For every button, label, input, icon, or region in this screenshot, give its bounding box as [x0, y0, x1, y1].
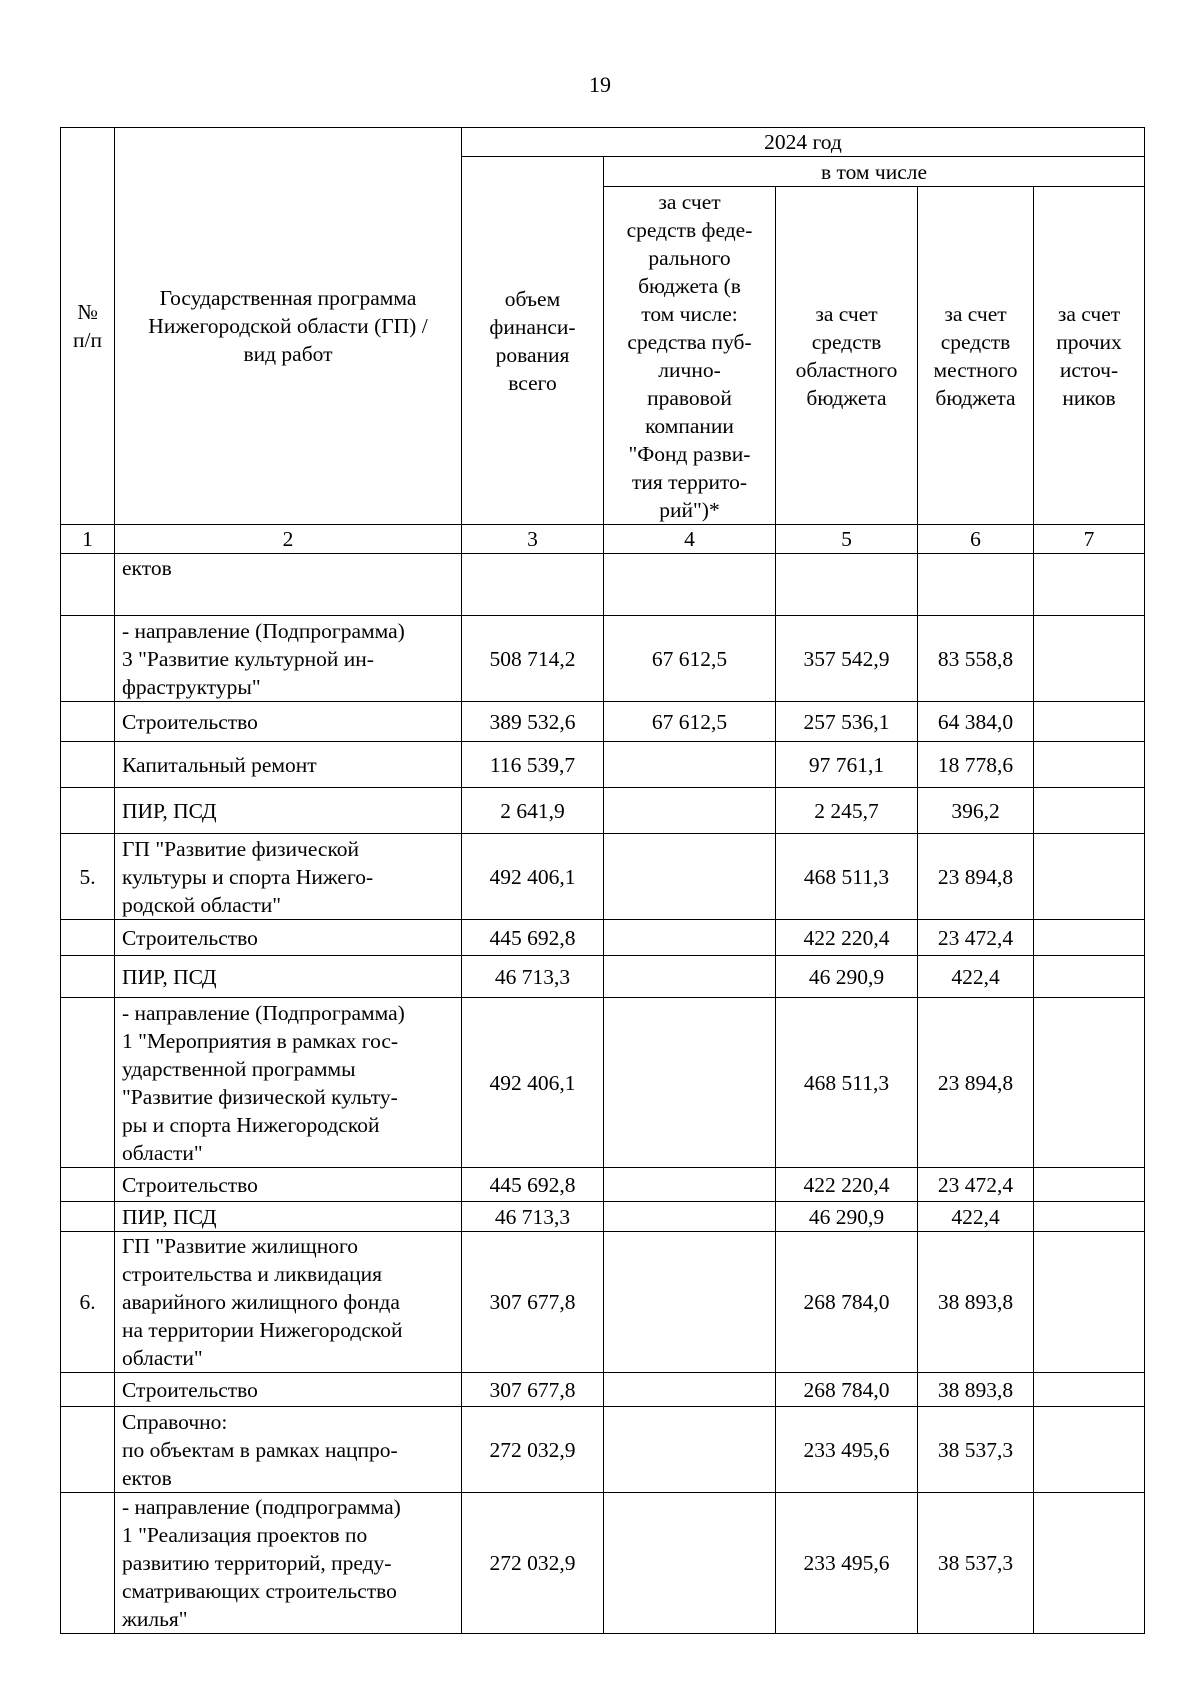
row-total: 2 641,9	[462, 788, 604, 834]
table-row	[61, 956, 1145, 998]
row-number	[61, 702, 115, 742]
row-regional: 422 220,4	[776, 1168, 918, 1202]
row-name: Строительство	[115, 702, 462, 742]
table-row	[61, 1493, 1145, 1634]
row-federal	[604, 1373, 776, 1407]
row-total: 307 677,8	[462, 1373, 604, 1407]
table-row	[61, 1232, 1145, 1373]
row-number	[61, 1493, 115, 1634]
row-regional: 46 290,9	[776, 1202, 918, 1232]
row-number	[61, 1202, 115, 1232]
header-num: № п/п	[61, 128, 115, 525]
table-row	[61, 1407, 1145, 1493]
row-name: Справочно: по объектам в рамках нацпро- ектов	[115, 1407, 462, 1493]
row-total: 46 713,3	[462, 956, 604, 998]
row-other	[1034, 920, 1145, 956]
header-including: в том числе	[604, 157, 1145, 187]
row-local: 18 778,6	[918, 742, 1034, 788]
row-regional: 233 495,6	[776, 1493, 918, 1634]
row-other	[1034, 834, 1145, 920]
row-other	[1034, 702, 1145, 742]
row-federal	[604, 1202, 776, 1232]
row-local: 23 472,4	[918, 1168, 1034, 1202]
row-total: 46 713,3	[462, 1202, 604, 1232]
row-name: ПИР, ПСД	[115, 1202, 462, 1232]
header-total: объем финанси- рования всего	[462, 157, 604, 525]
row-local: 23 894,8	[918, 998, 1034, 1168]
table-row	[61, 788, 1145, 834]
table-row	[61, 1168, 1145, 1202]
row-local	[918, 554, 1034, 616]
row-federal	[604, 554, 776, 616]
row-federal	[604, 1407, 776, 1493]
row-other	[1034, 1202, 1145, 1232]
row-number	[61, 1373, 115, 1407]
row-other	[1034, 998, 1145, 1168]
row-total	[462, 554, 604, 616]
row-total: 272 032,9	[462, 1493, 604, 1634]
row-federal	[604, 998, 776, 1168]
row-regional: 233 495,6	[776, 1407, 918, 1493]
row-name: ГП "Развитие физической культуры и спорта Нижего- родской области"	[115, 834, 462, 920]
header-regional: за счет средств областного бюджета	[776, 187, 918, 525]
table-row	[61, 920, 1145, 956]
page-number: 19	[589, 72, 611, 97]
row-name: - направление (Подпрограмма) 1 "Мероприятия в рамках гос- ударственной программы "Развитие физической культу- ры и спорта Нижегородской области"	[115, 998, 462, 1168]
row-total: 492 406,1	[462, 998, 604, 1168]
row-other	[1034, 1407, 1145, 1493]
row-total: 445 692,8	[462, 920, 604, 956]
row-local: 23 472,4	[918, 920, 1034, 956]
row-other	[1034, 1232, 1145, 1373]
row-name: ГП "Развитие жилищного строительства и ликвидация аварийного жилищного фонда на территории Нижегородской области"	[115, 1232, 462, 1373]
row-number	[61, 998, 115, 1168]
financing-table	[60, 127, 1145, 1634]
row-local: 396,2	[918, 788, 1034, 834]
row-local: 38 537,3	[918, 1493, 1034, 1634]
row-name: Строительство	[115, 1168, 462, 1202]
header-local: за счет средств местного бюджета	[918, 187, 1034, 525]
table-row	[61, 1202, 1145, 1232]
header-federal: за счет средств феде- рального бюджета (в том числе: средства пуб- лично- правовой компании "Фонд разви- тия террито- рий")*	[604, 187, 776, 525]
row-number	[61, 554, 115, 616]
row-regional: 468 511,3	[776, 998, 918, 1168]
row-local: 422,4	[918, 1202, 1034, 1232]
row-regional: 2 245,7	[776, 788, 918, 834]
row-local: 64 384,0	[918, 702, 1034, 742]
row-federal	[604, 1168, 776, 1202]
row-name: Строительство	[115, 1373, 462, 1407]
row-federal	[604, 788, 776, 834]
row-local: 422,4	[918, 956, 1034, 998]
table-row	[61, 1373, 1145, 1407]
row-total: 492 406,1	[462, 834, 604, 920]
row-other	[1034, 1168, 1145, 1202]
column-number: 7	[1034, 525, 1145, 554]
table-row	[61, 616, 1145, 702]
row-federal: 67 612,5	[604, 702, 776, 742]
row-local: 83 558,8	[918, 616, 1034, 702]
row-regional: 422 220,4	[776, 920, 918, 956]
row-total: 389 532,6	[462, 702, 604, 742]
row-regional: 97 761,1	[776, 742, 918, 788]
row-name: ектов	[115, 554, 462, 616]
row-number	[61, 616, 115, 702]
row-regional: 268 784,0	[776, 1373, 918, 1407]
row-local: 38 893,8	[918, 1232, 1034, 1373]
row-number	[61, 1407, 115, 1493]
row-regional: 468 511,3	[776, 834, 918, 920]
row-number	[61, 920, 115, 956]
row-federal	[604, 920, 776, 956]
column-number: 1	[61, 525, 115, 554]
column-number: 6	[918, 525, 1034, 554]
row-regional: 357 542,9	[776, 616, 918, 702]
row-other	[1034, 1373, 1145, 1407]
column-number-row	[61, 525, 1145, 554]
row-regional: 257 536,1	[776, 702, 918, 742]
row-other	[1034, 956, 1145, 998]
row-total: 508 714,2	[462, 616, 604, 702]
row-name: ПИР, ПСД	[115, 956, 462, 998]
row-number	[61, 742, 115, 788]
row-local: 38 893,8	[918, 1373, 1034, 1407]
row-total: 272 032,9	[462, 1407, 604, 1493]
column-number: 4	[604, 525, 776, 554]
row-regional: 268 784,0	[776, 1232, 918, 1373]
row-other	[1034, 742, 1145, 788]
column-number: 3	[462, 525, 604, 554]
header-year: 2024 год	[462, 128, 1145, 157]
row-total: 307 677,8	[462, 1232, 604, 1373]
table-row	[61, 742, 1145, 788]
table-row	[61, 998, 1145, 1168]
row-local: 38 537,3	[918, 1407, 1034, 1493]
row-federal: 67 612,5	[604, 616, 776, 702]
column-number: 2	[115, 525, 462, 554]
row-number	[61, 956, 115, 998]
row-regional	[776, 554, 918, 616]
row-number: 6.	[61, 1232, 115, 1373]
row-total: 445 692,8	[462, 1168, 604, 1202]
row-federal	[604, 1493, 776, 1634]
row-local: 23 894,8	[918, 834, 1034, 920]
row-name: ПИР, ПСД	[115, 788, 462, 834]
table-row	[61, 702, 1145, 742]
row-other	[1034, 1493, 1145, 1634]
header-other: за счет прочих источ- ников	[1034, 187, 1145, 525]
row-name: - направление (Подпрограмма) 3 "Развитие культурной ин- фраструктуры"	[115, 616, 462, 702]
header-program: Государственная программа Нижегородской области (ГП) / вид работ	[115, 128, 462, 525]
row-other	[1034, 788, 1145, 834]
row-federal	[604, 834, 776, 920]
row-number	[61, 1168, 115, 1202]
row-federal	[604, 1232, 776, 1373]
row-name: Капитальный ремонт	[115, 742, 462, 788]
table-row	[61, 834, 1145, 920]
row-federal	[604, 742, 776, 788]
row-number: 5.	[61, 834, 115, 920]
row-federal	[604, 956, 776, 998]
row-regional: 46 290,9	[776, 956, 918, 998]
row-name: - направление (подпрограмма) 1 "Реализация проектов по развитию территорий, преду- сматривающих строительство жилья"	[115, 1493, 462, 1634]
row-number	[61, 788, 115, 834]
row-other	[1034, 554, 1145, 616]
row-name: Строительство	[115, 920, 462, 956]
column-number: 5	[776, 525, 918, 554]
table-row	[61, 554, 1145, 616]
row-total: 116 539,7	[462, 742, 604, 788]
row-other	[1034, 616, 1145, 702]
